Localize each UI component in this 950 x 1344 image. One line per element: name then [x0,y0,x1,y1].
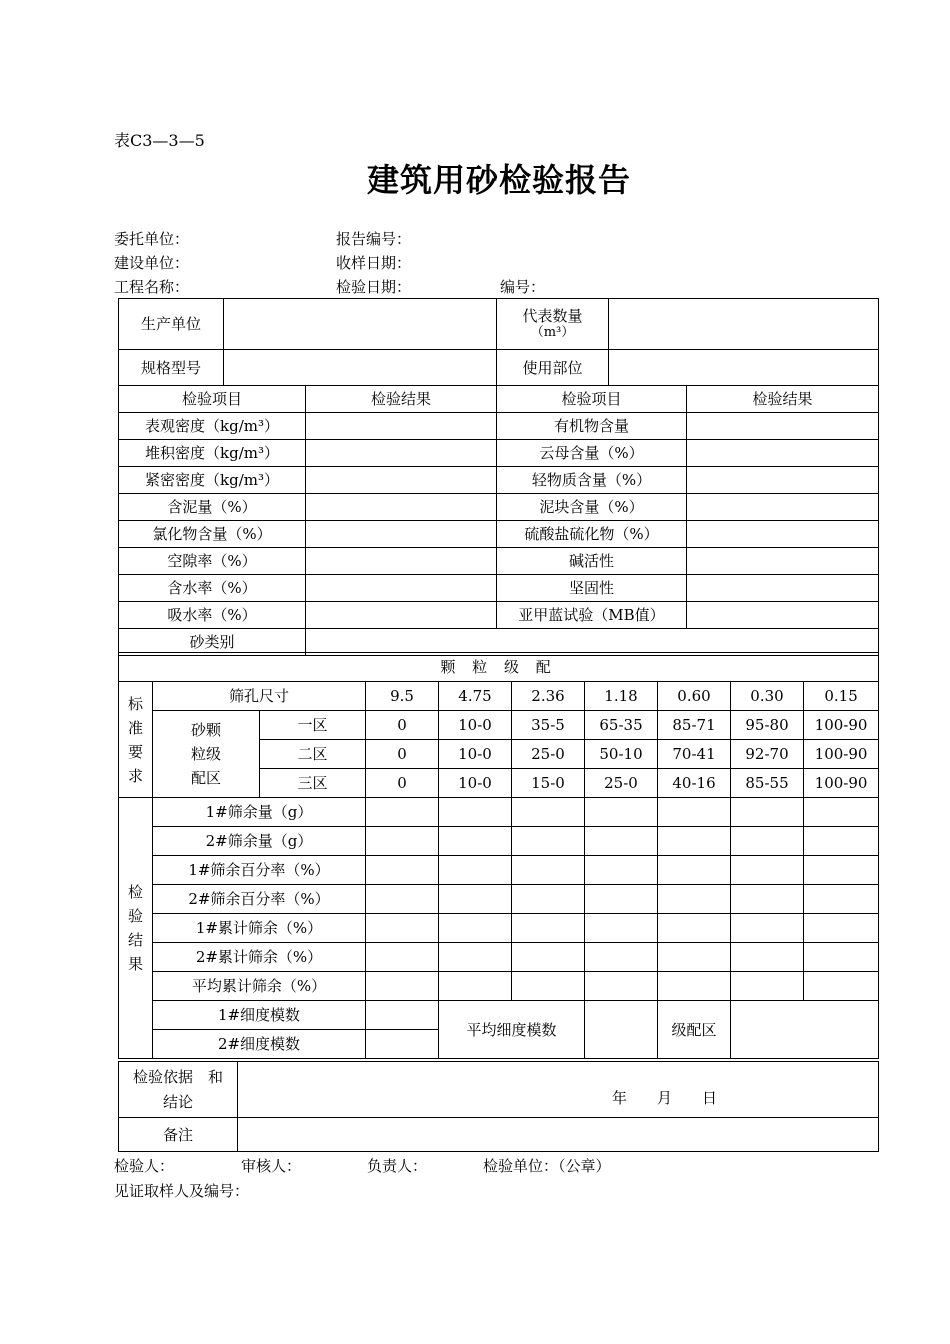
number-label: 编号： [500,278,546,296]
result-cell[interactable] [658,972,731,1001]
avg-fineness-label: 平均细度模数 [439,1001,585,1059]
result-cell[interactable] [804,885,879,914]
grading-zone-value[interactable] [731,1001,879,1059]
zone-value: 0 [366,769,439,798]
sieve-size: 0.30 [731,682,804,711]
quantity-value[interactable] [609,299,879,350]
result-cell[interactable] [512,943,585,972]
result-cell[interactable] [439,798,512,827]
result-cell[interactable] [439,972,512,1001]
sieve-size: 0.15 [804,682,879,711]
result-cell[interactable] [585,943,658,972]
test-result-right[interactable] [687,413,879,440]
result-cell[interactable] [366,972,439,1001]
result-cell[interactable] [512,885,585,914]
test-result-left[interactable] [306,548,497,575]
test-result-right[interactable] [687,548,879,575]
result-cell[interactable] [512,827,585,856]
standard-label-char: 求 [127,766,143,785]
fineness-2-label: 2#细度模数 [153,1030,366,1059]
test-item-right: 轻物质含量（%） [497,467,687,494]
standard-label [119,682,153,798]
test-result-right[interactable] [687,494,879,521]
test-item-left: 堆积密度（kg/m³） [119,440,306,467]
test-item-right: 坚固性 [497,575,687,602]
conclusion-table [118,1061,879,1152]
standard-label-char: 标 [127,694,143,713]
zone-value: 70-41 [658,740,731,769]
test-item-left: 表观密度（kg/m³） [119,413,306,440]
standard-label-char: 要 [127,742,143,761]
basis-label-line: 检验依据 和 [132,1067,223,1086]
zone-value: 35-5 [512,711,585,740]
result-cell[interactable] [439,943,512,972]
result-cell[interactable] [585,827,658,856]
result-cell[interactable] [512,798,585,827]
result-cell[interactable] [585,798,658,827]
quantity-label-text: 代表数量 [522,307,583,326]
sieve-size: 1.18 [585,682,658,711]
test-item-left: 空隙率（%） [119,548,306,575]
result-cell[interactable] [439,914,512,943]
client-label: 委托单位： [114,230,190,248]
result-cell[interactable] [804,943,879,972]
test-item-left: 紧密密度（kg/m³） [119,467,306,494]
sample-date-label: 收样日期： [336,254,412,272]
reviewer-label: 审核人： [241,1157,302,1175]
result-row-label: 1#筛余量（g） [153,798,366,827]
responsible-label: 负责人： [367,1157,428,1175]
zone-value: 65-35 [585,711,658,740]
witness-label: 见证取样人及编号： [114,1182,250,1200]
col-result-left: 检验结果 [306,386,497,413]
zone-value: 0 [366,740,439,769]
producer-label: 生产单位 [119,299,224,350]
quantity-unit: （m³） [530,325,575,341]
zone-label-line: 配区 [190,769,221,787]
quantity-label [497,299,609,350]
result-cell[interactable] [658,798,731,827]
result-cell[interactable] [366,943,439,972]
result-cell[interactable] [731,856,804,885]
usage-label: 使用部位 [497,350,609,386]
sieve-size: 9.5 [366,682,439,711]
test-result-left[interactable] [306,575,497,602]
zone-value: 85-55 [731,769,804,798]
zone-name: 一区 [260,711,366,740]
result-cell[interactable] [731,798,804,827]
result-cell[interactable] [366,798,439,827]
zone-value: 100-90 [804,769,879,798]
result-cell[interactable] [439,885,512,914]
zone-value: 10-0 [439,740,512,769]
zone-label [153,711,260,798]
test-item-right: 泥块含量（%） [497,494,687,521]
test-result-right[interactable] [687,602,879,629]
test-result-left[interactable] [306,467,497,494]
grading-title: 颗 粒 级 配 [119,653,879,682]
result-cell[interactable] [731,827,804,856]
result-cell[interactable] [804,827,879,856]
zone-value: 25-0 [512,740,585,769]
zone-value: 40-16 [658,769,731,798]
result-cell[interactable] [366,856,439,885]
zone-value: 15-0 [512,769,585,798]
result-label-char: 结 [127,931,143,949]
test-item-right: 云母含量（%） [497,440,687,467]
result-cell[interactable] [585,914,658,943]
result-label [119,798,153,1059]
result-cell[interactable] [585,885,658,914]
result-cell[interactable] [804,798,879,827]
zone-name: 二区 [260,740,366,769]
spec-value[interactable] [224,350,497,386]
standard-label-char: 准 [127,718,143,737]
col-item-left: 检验项目 [119,386,306,413]
result-cell[interactable] [658,827,731,856]
construction-unit-label: 建设单位： [114,254,190,272]
fineness-2-value[interactable] [366,1030,439,1059]
sieve-size-label: 筛孔尺寸 [153,682,366,711]
result-row-label: 2#筛余百分率（%） [153,885,366,914]
zone-value: 0 [366,711,439,740]
form-code: 表C3—3—5 [114,131,205,150]
test-result-right[interactable] [687,575,879,602]
test-result-left[interactable] [306,413,497,440]
result-cell[interactable] [731,914,804,943]
conclusion-date: 年 月 日 [612,1089,718,1107]
result-cell[interactable] [366,827,439,856]
sieve-size: 2.36 [512,682,585,711]
result-row-label: 1#筛余百分率（%） [153,856,366,885]
result-cell[interactable] [658,914,731,943]
result-cell[interactable] [439,827,512,856]
result-row-label: 2#累计筛余（%） [153,943,366,972]
remark-label: 备注 [119,1118,238,1152]
result-cell[interactable] [804,856,879,885]
test-item-right: 碱活性 [497,548,687,575]
basis-label [119,1062,238,1118]
info-table [118,298,879,386]
result-row-label: 平均累计筛余（%） [153,972,366,1001]
sand-type-label: 砂类别 [119,629,306,656]
sieve-size: 0.60 [658,682,731,711]
result-cell[interactable] [439,856,512,885]
test-result-left[interactable] [306,440,497,467]
test-result-right[interactable] [687,440,879,467]
fineness-1-label: 1#细度模数 [153,1001,366,1030]
test-item-right: 硫酸盐硫化物（%） [497,521,687,548]
test-item-right: 有机物含量 [497,413,687,440]
result-cell[interactable] [658,856,731,885]
zone-value: 100-90 [804,740,879,769]
zone-label-line: 砂颗 [190,721,221,739]
zone-value: 85-71 [658,711,731,740]
result-cell[interactable] [658,885,731,914]
sieve-size: 4.75 [439,682,512,711]
test-result-left[interactable] [306,521,497,548]
fineness-1-value[interactable] [366,1001,439,1030]
result-cell[interactable] [731,943,804,972]
col-item-right: 检验项目 [497,386,687,413]
spec-label: 规格型号 [119,350,224,386]
test-result-left[interactable] [306,494,497,521]
zone-name: 三区 [260,769,366,798]
zone-value: 10-0 [439,711,512,740]
test-result-right[interactable] [687,467,879,494]
result-row-label: 2#筛余量（g） [153,827,366,856]
result-cell[interactable] [804,972,879,1001]
result-cell[interactable] [585,972,658,1001]
producer-value[interactable] [224,299,497,350]
inspection-unit-label: 检验单位：（公章） [483,1157,611,1175]
project-name-label: 工程名称： [114,278,190,296]
test-result-left[interactable] [306,602,497,629]
result-cell[interactable] [512,914,585,943]
test-item-left: 含泥量（%） [119,494,306,521]
result-cell[interactable] [366,914,439,943]
result-cell[interactable] [366,885,439,914]
result-cell[interactable] [731,885,804,914]
zone-label-line: 粒级 [190,745,221,763]
test-result-right[interactable] [687,521,879,548]
result-label-char: 验 [127,907,143,925]
test-item-right: 亚甲蓝试验（MB值） [497,602,687,629]
usage-value[interactable] [609,350,879,386]
zone-value: 25-0 [585,769,658,798]
report-no-label: 报告编号： [336,230,412,248]
test-item-left: 氯化物含量（%） [119,521,306,548]
col-result-right: 检验结果 [687,386,879,413]
avg-fineness-value[interactable] [585,1001,658,1059]
zone-value: 50-10 [585,740,658,769]
zone-value: 95-80 [731,711,804,740]
page-title: 建筑用砂检验报告 [366,161,631,199]
zone-value: 10-0 [439,769,512,798]
result-cell[interactable] [731,972,804,1001]
result-label-char: 果 [127,955,143,973]
result-cell[interactable] [512,856,585,885]
result-cell[interactable] [658,943,731,972]
result-cell[interactable] [512,972,585,1001]
result-row-label: 1#累计筛余（%） [153,914,366,943]
result-cell[interactable] [585,856,658,885]
result-cell[interactable] [804,914,879,943]
grading-table [118,652,879,1059]
basis-value[interactable] [238,1062,879,1118]
zone-value: 100-90 [804,711,879,740]
result-label-char: 检 [127,883,143,901]
basis-label-line: 结论 [162,1092,193,1111]
grading-zone-label: 级配区 [658,1001,731,1059]
inspector-label: 检验人： [114,1157,175,1175]
zone-value: 92-70 [731,740,804,769]
test-item-left: 含水率（%） [119,575,306,602]
test-date-label: 检验日期： [336,278,412,296]
remark-value[interactable] [238,1118,879,1152]
test-item-left: 吸水率（%） [119,602,306,629]
test-items-table [118,385,879,656]
